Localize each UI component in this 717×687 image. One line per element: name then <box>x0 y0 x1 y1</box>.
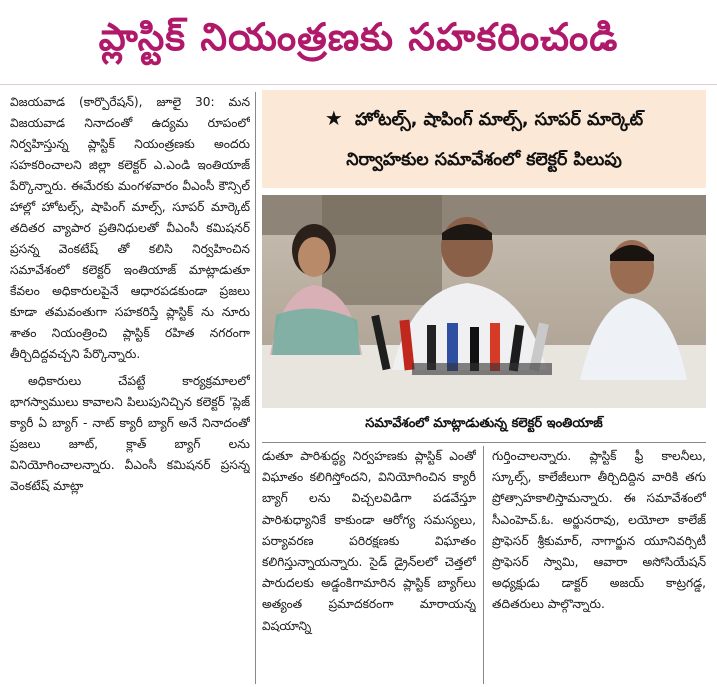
column-divider <box>255 92 256 684</box>
article-paragraph-3: డుతూ పారిశుద్ధ్య నిర్వహణకు ప్లాస్టిక్ ఎంతో విఘాతం కలిగిస్తోందని, వినియోగించిన క్యారీ బ్యాగ్ లను విచ్చలవిడిగా పడవేస్తూ పారిశుధ్యానికే కాకుండా ఆరోగ్య సమస్యలు, పర్యావరణ పరిరక్షణకు విఘాతం కలిగిస్తున్నాయన్నారు. సైడ్ డ్రైన్‌లలో చెత్తలో పారుదలకు అడ్డంకిగామారిన ప్లాస్టిక్ బ్యాగ్‌లు అత్యంత ప్రమాదకరంగా మారాయన్న విషయాన్ని <box>262 449 476 633</box>
article-paragraph-2: అధికారులు చేపట్టే కార్యక్రమాలలో భాగస్వాములు కావాలని పిలుపునిచ్చిన కలెక్టర్ 'ప్లెజ్ క్యారీ ఏ బ్యాగ్ - నాట్ క్యారీ బ్యాగ్ అనే నినాదంతో ప్రజలు జూట్, క్లాత్ బ్యాగ్ లను వినియోగించాలన్నారు. వీఎంసీ కమిషనర్ ప్రసన్న వెంకటేష్ మాట్లా <box>10 374 250 493</box>
subheadline-line-1 <box>325 98 643 140</box>
subheadline-box <box>262 90 706 188</box>
section-divider <box>262 442 706 443</box>
article-paragraph-4: గుర్తించాలన్నారు. ప్లాస్టిక్ ఫ్రీ కాలనీలు, స్కూల్స్, కాలేజీలుగా తీర్చిదిద్దిన వారికి తగు ప్రోత్సాహకాలిస్తామన్నారు. ఈ సమావేశంలో సీఎంహెచ్.ఓ. అర్జునరావు, లయోలా కాలేజ్ ప్రొఫెసర్ శ్రీకుమార్, నాగార్జున యూనివర్సిటీ ప్రొఫెసర్ స్వామి, ఆవారా అసోసియేషన్ అధ్యక్షుడు డాక్టర్ అజయ్ కాట్రగడ్డ, తదితరులు పాల్గొన్నారు. <box>492 449 706 612</box>
star-icon: ★ <box>324 106 343 130</box>
photo-caption: సమావేశంలో మాట్లాడుతున్న కలెక్టర్ ఇంతియాజ్ <box>365 416 603 431</box>
subheadline-text-1: హోటల్స్, షాపింగ్ మాల్స్, సూపర్ మార్కెట్ <box>354 110 644 130</box>
subheadline-line-2: నిర్వాహకుల సమావేశంలో కలెక్టర్ పిలుపు <box>346 150 622 170</box>
news-photo <box>262 195 706 408</box>
article-column-1 <box>10 92 250 684</box>
article-column-2 <box>262 446 476 684</box>
headline: ప్లాస్టిక్ నియంత్రణకు సహకరించండి <box>0 0 717 85</box>
article-column-3 <box>492 446 706 684</box>
photo-illustration <box>262 195 706 408</box>
column-divider <box>483 446 484 684</box>
article-paragraph-1: విజయవాడ (కార్పొరేషన్), జూలై 30: మన విజయవాడ నినాదంతో ఉద్యమ రూపంలో నిర్వహిస్తున్న ప్లాస్టిక్ నియంత్రణకు అందరు సహకరించాలని జిల్లా కలెక్టర్ ఎ.ఎండి ఇంతియాజ్ పేర్కొన్నారు. ఈమేరకు మంగళవారం వీఎంసీ కౌన్సిల్ హాల్లో హోటల్స్, షాపింగ్ మాల్స్, సూపర్ మార్కెట్ తదితర వ్యాపార ప్రతినిధులతో వీఎంసీ కమిషనర్ ప్రసన్న వెంకటేష్ తో కలిసి నిర్వహించిన సమావేశంలో కలెక్టర్ ఇంతియాజ్ మాట్లాడుతూ కేవలం అధికారులపైనే ఆధారపడకుండా ప్రజలు కూడా తమవంతుగా సహకరిస్తే ప్లాస్టిక్ ను నూరు శాతం నియంత్రించి ప్లాస్టిక్ రహిత నగరంగా తీర్చిదిద్దవచ్చని పేర్కొన్నారు. <box>10 95 250 361</box>
